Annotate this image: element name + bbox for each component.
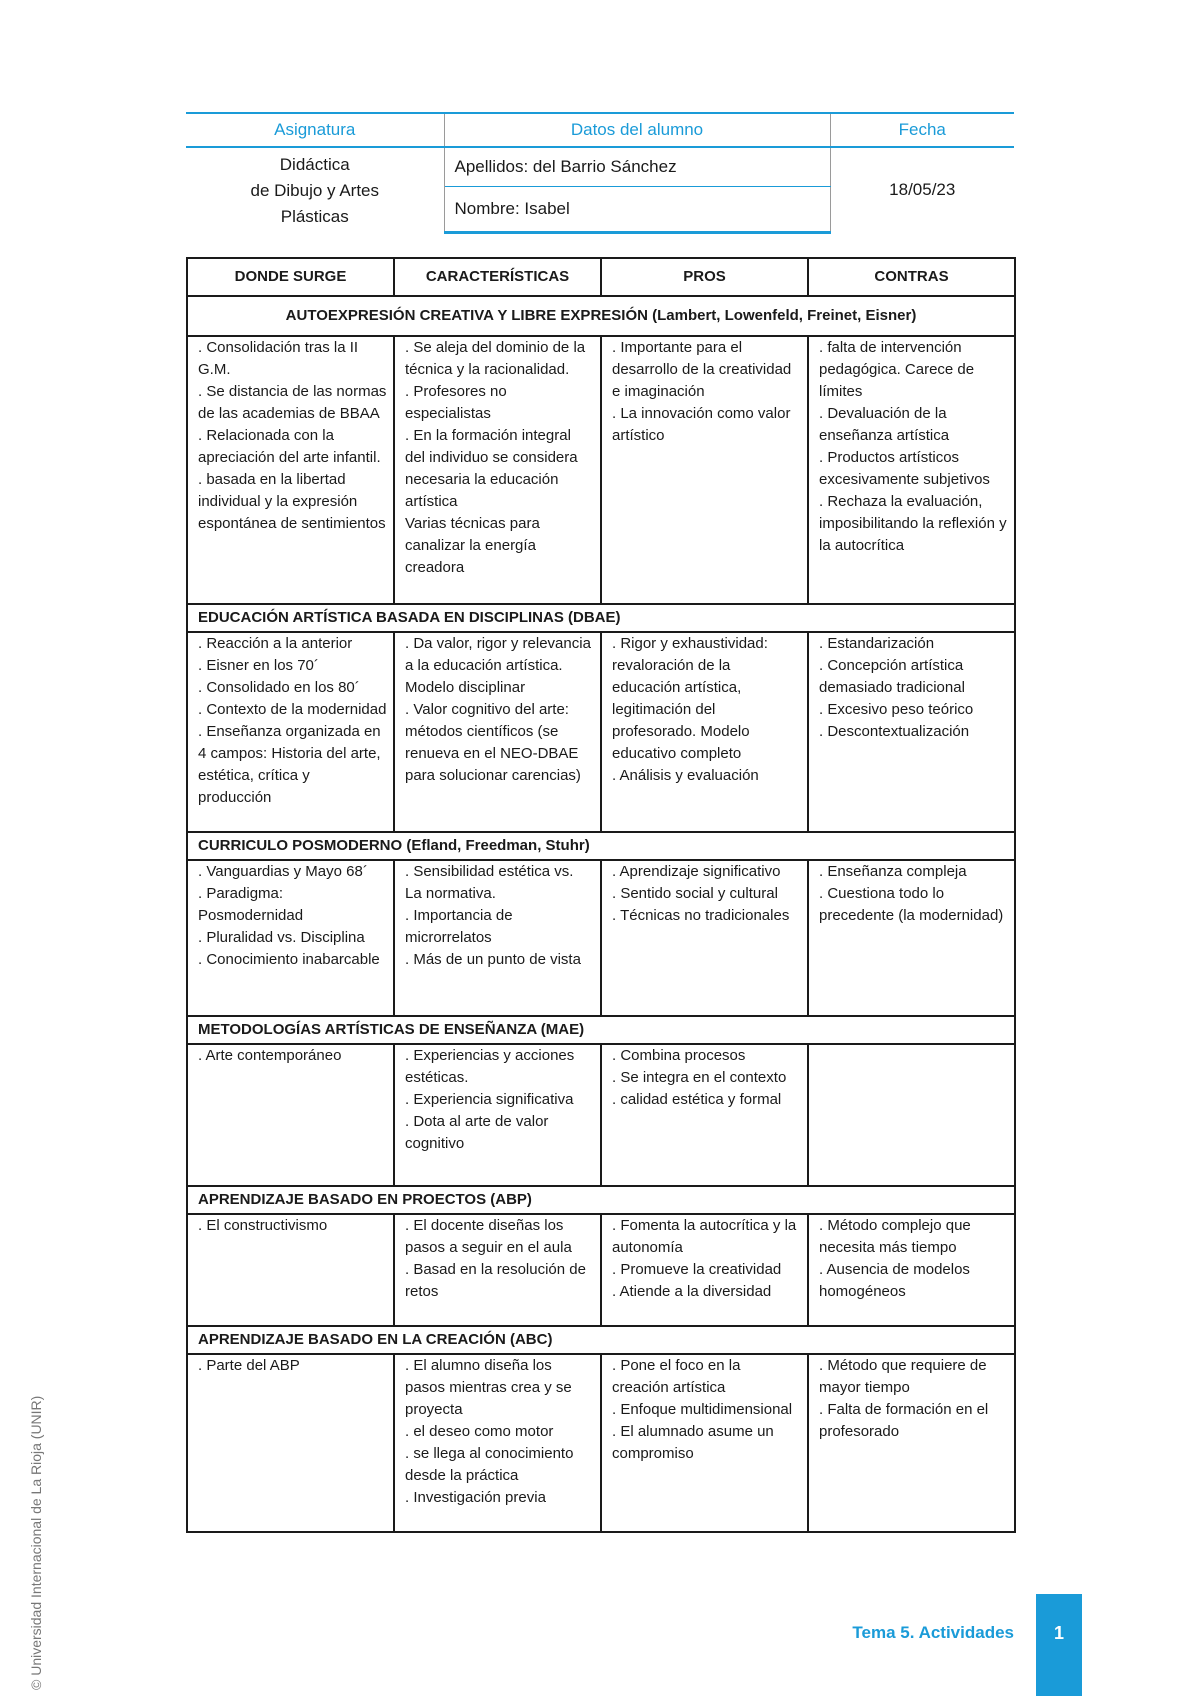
cell-origin: . El constructivismo <box>187 1214 394 1326</box>
cell-origin: . Vanguardias y Mayo 68´ . Paradigma: Posmodernidad . Pluralidad vs. Disciplina . Conocimiento inabarcable <box>187 860 394 1016</box>
table-row <box>187 1354 1015 1532</box>
section-title: AUTOEXPRESIÓN CREATIVA Y LIBRE EXPRESIÓN (Lambert, Lowenfeld, Freinet, Eisner) <box>187 296 1015 336</box>
header-table <box>186 112 1014 234</box>
cell-pros: . Combina procesos . Se integra en el contexto . calidad estética y formal <box>601 1044 808 1186</box>
table-row <box>187 632 1015 832</box>
methodologies-table <box>186 257 1016 1533</box>
column-header: CONTRAS <box>808 258 1015 296</box>
section-title: CURRICULO POSMODERNO (Efland, Freedman, Stuhr) <box>187 832 1015 860</box>
cell-cons: . falta de intervención pedagógica. Carece de límites . Devaluación de la enseñanza artística . Productos artísticos excesivamente subjetivos . Rechaza la evaluación, imposibilitando la reflexión y la autocrítica <box>808 336 1015 604</box>
student-header: Datos del alumno <box>444 113 830 147</box>
cell-origin: . Reacción a la anterior . Eisner en los 70´ . Consolidado en los 80´ . Contexto de la modernidad . Enseñanza organizada en 4 campos: Historia del arte, estética, crítica y producción <box>187 632 394 832</box>
cell-features: . El docente diseñas los pasos a seguir en el aula . Basad en la resolución de retos <box>394 1214 601 1326</box>
cell-features: . Da valor, rigor y relevancia a la educación artística. Modelo disciplinar . Valor cognitivo del arte: métodos científicos (se renueva en el NEO-DBAE para solucionar carencias) <box>394 632 601 832</box>
cell-pros: . Importante para el desarrollo de la creatividad e imaginación . La innovación como valor artístico <box>601 336 808 604</box>
cell-cons: . Enseñanza compleja . Cuestiona todo lo precedente (la modernidad) <box>808 860 1015 1016</box>
cell-origin: . Parte del ABP <box>187 1354 394 1532</box>
student-surnames: Apellidos: del Barrio Sánchez <box>444 147 830 187</box>
cell-pros: . Aprendizaje significativo . Sentido social y cultural . Técnicas no tradicionales <box>601 860 808 1016</box>
student-name: Nombre: Isabel <box>444 187 830 233</box>
cell-cons <box>808 1044 1015 1186</box>
cell-features: . El alumno diseña los pasos mientras crea y se proyecta . el deseo como motor . se llega al conocimiento desde la práctica . Investigación previa <box>394 1354 601 1532</box>
table-row <box>187 1044 1015 1186</box>
page-number: 1 <box>1053 1623 1064 1643</box>
subject-header: Asignatura <box>186 113 444 147</box>
cell-features: . Se aleja del dominio de la técnica y la racionalidad. . Profesores no especialistas . En la formación integral del individuo se considera necesaria la educación artística Varias técnicas para canalizar la energía creadora <box>394 336 601 604</box>
section-title: METODOLOGÍAS ARTÍSTICAS DE ENSEÑANZA (MAE) <box>187 1016 1015 1044</box>
cell-pros: . Fomenta la autocrítica y la autonomía . Promueve la creatividad . Atiende a la diversidad <box>601 1214 808 1326</box>
table-row <box>187 1214 1015 1326</box>
cell-origin: . Consolidación tras la II G.M. . Se distancia de las normas de las academias de BBAA . Relacionada con la apreciación del arte infantil. . basada en la libertad individual y la expresión espontánea de sentimientos <box>187 336 394 604</box>
subject-name: Didáctica de Dibujo y Artes Plásticas <box>186 147 444 233</box>
column-header: DONDE SURGE <box>187 258 394 296</box>
cell-cons: . Estandarización . Concepción artística demasiado tradicional . Excesivo peso teórico . Descontextualización <box>808 632 1015 832</box>
table-row <box>187 860 1015 1016</box>
cell-cons: . Método complejo que necesita más tiempo . Ausencia de modelos homogéneos <box>808 1214 1015 1326</box>
date-header: Fecha <box>830 113 1014 147</box>
section-title: APRENDIZAJE BASADO EN LA CREACIÓN (ABC) <box>187 1326 1015 1354</box>
footer-topic: Tema 5. Actividades <box>852 1623 1014 1642</box>
cell-pros: . Pone el foco en la creación artística . Enfoque multidimensional . El alumnado asume un compromiso <box>601 1354 808 1532</box>
section-title: APRENDIZAJE BASADO EN PROECTOS (ABP) <box>187 1186 1015 1214</box>
table-row <box>187 336 1015 604</box>
cell-origin: . Arte contemporáneo <box>187 1044 394 1186</box>
cell-pros: . Rigor y exhaustividad: revaloración de la educación artística, legitimación del profesorado. Modelo educativo completo . Análisis y evaluación <box>601 632 808 832</box>
section-title: EDUCACIÓN ARTÍSTICA BASADA EN DISCIPLINAS (DBAE) <box>187 604 1015 632</box>
page-number-tab <box>1036 1594 1082 1696</box>
column-header: PROS <box>601 258 808 296</box>
column-header: CARACTERÍSTICAS <box>394 258 601 296</box>
cell-cons: . Método que requiere de mayor tiempo . Falta de formación en el profesorado <box>808 1354 1015 1532</box>
copyright-watermark: © Universidad Internacional de La Rioja (UNIR) <box>28 1395 44 1690</box>
column-headers <box>187 258 1015 296</box>
cell-features: . Experiencias y acciones estéticas. . Experiencia significativa . Dota al arte de valor cognitivo <box>394 1044 601 1186</box>
date-value: 18/05/23 <box>889 180 956 200</box>
cell-features: . Sensibilidad estética vs. La normativa. . Importancia de microrrelatos . Más de un punto de vista <box>394 860 601 1016</box>
